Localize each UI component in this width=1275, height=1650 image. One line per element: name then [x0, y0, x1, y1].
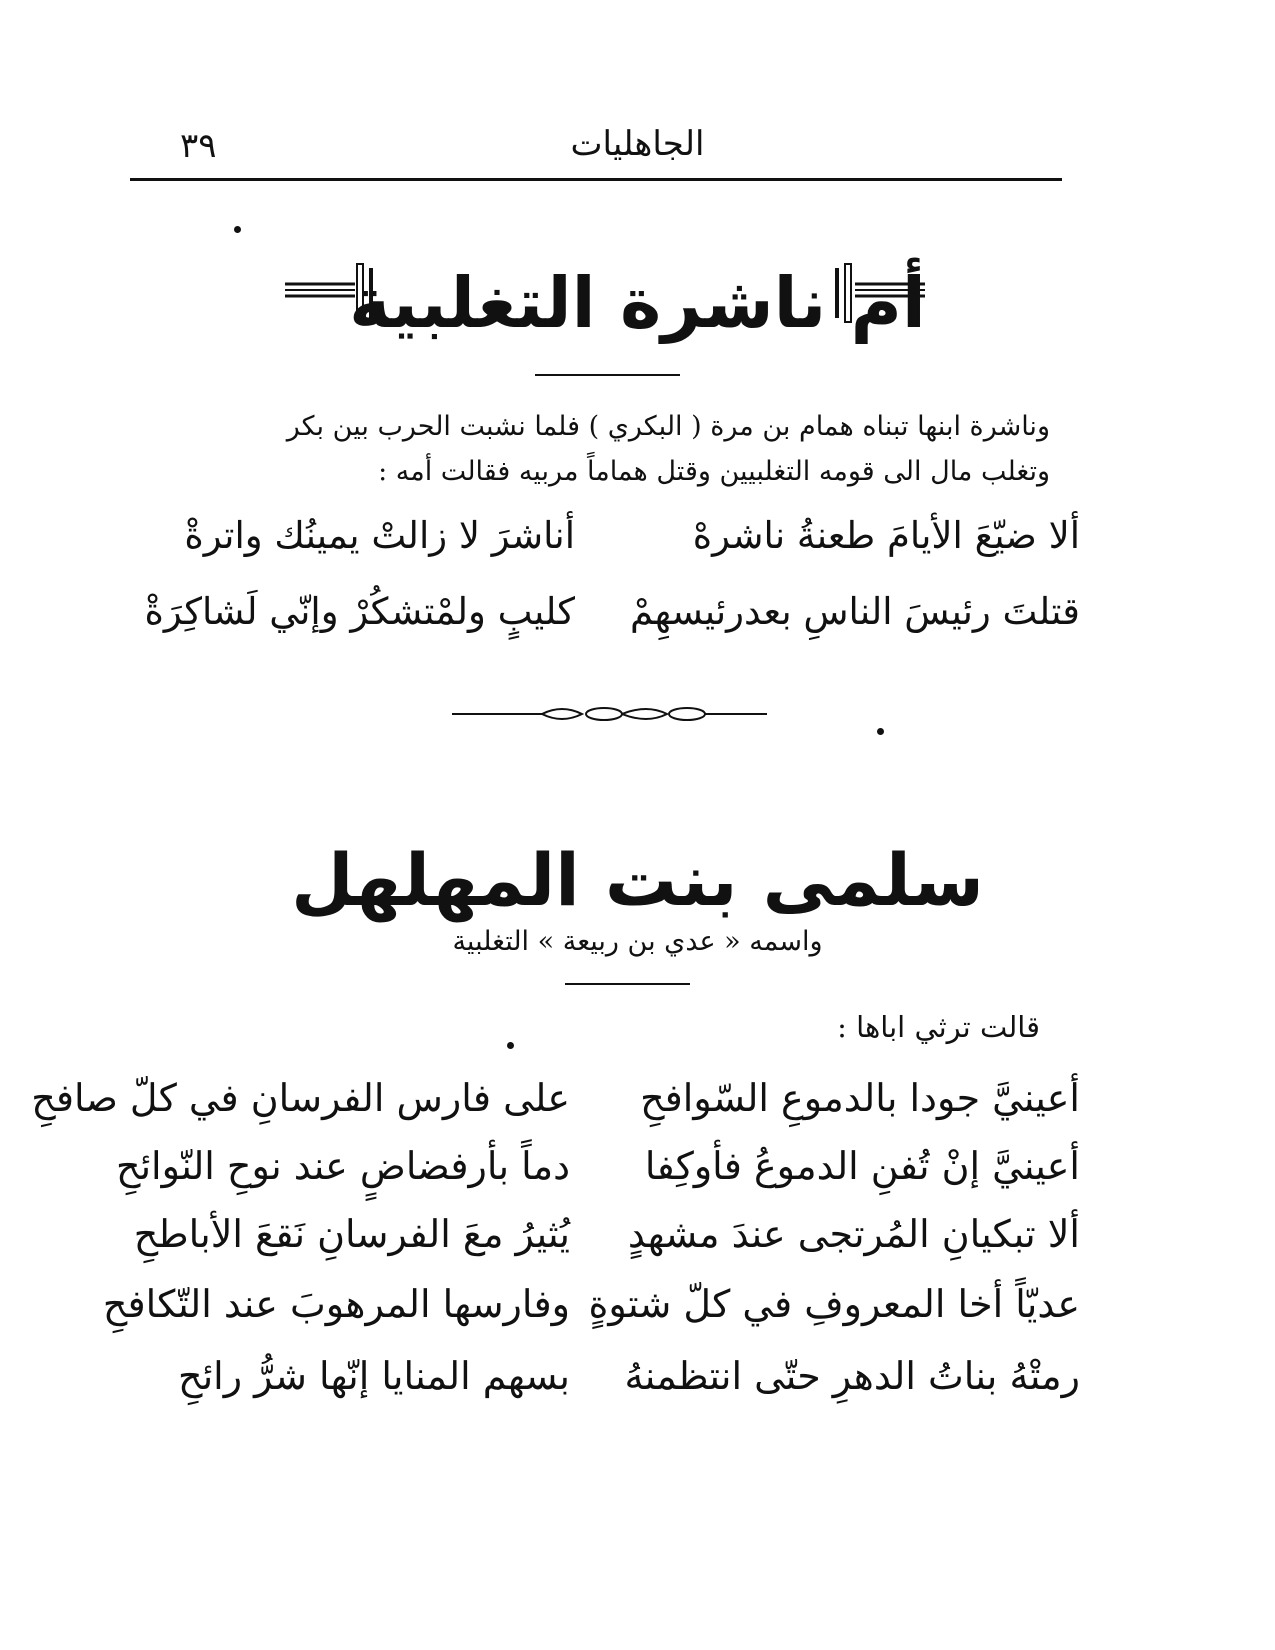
verse-hemistich: عديّاً أخا المعروفِ في كلّ شتوةٍ [588, 1282, 1080, 1326]
section-title: سلمى بنت المهلهل [291, 838, 984, 922]
verse-hemistich: كليبٍ ولمْتشكُرْ وإنّي لَشاكِرَةْ [144, 590, 575, 633]
poem-intro: قالت ترثي اباها : [837, 1010, 1040, 1044]
verse-hemistich: ألا تبكيانِ المُرتجى عندَ مشهدٍ [627, 1212, 1080, 1256]
verse-hemistich: بسهم المنايا إنّها شرُّ رائحِ [178, 1354, 570, 1398]
prose-line: وتغلب مال الى قومه التغلبيين وقتل هماماً مربيه فقالت أمه : [378, 456, 1050, 487]
verse-hemistich: أعينيَّ جودا بالدموعِ السّوافحِ [640, 1076, 1080, 1120]
verse-hemistich: أناشرَ لا زالتْ يمينُك واترةْ [184, 514, 575, 557]
section-rule [535, 374, 680, 376]
running-title: الجاهليات [570, 124, 705, 164]
ink-speck [507, 1042, 514, 1049]
ink-speck [877, 728, 884, 735]
prose-line: وناشرة ابنها تبناه همام بن مرة ( البكري ) فلما نشبت الحرب بين بكر [286, 411, 1050, 442]
ornamental-divider [452, 700, 767, 730]
section-rule [565, 983, 690, 985]
section-subtitle: واسمه « عدي بن ربيعة » التغلبية [452, 926, 823, 957]
header-rule [130, 178, 1062, 181]
verse-hemistich: على فارس الفرسانِ في كلّ صافحِ [31, 1076, 570, 1120]
section-title: أم ناشرة التغلبية [349, 262, 926, 344]
page-number: ٣٩ [180, 126, 217, 166]
verse-hemistich: وفارسها المرهوبَ عند التّكافحِ [102, 1282, 570, 1326]
verse-hemistich: قتلتَ رئيسَ الناسِ بعدرئيسهِمْ [630, 590, 1080, 633]
verse-hemistich: ألا ضيّعَ الأيامَ طعنةُ ناشرهْ [692, 514, 1080, 557]
verse-hemistich: دماً بأرفضاضٍ عند نوحِ النّوائحِ [115, 1144, 570, 1188]
prose-paragraph [210, 404, 1050, 494]
verse-hemistich: رمتْهُ بناتُ الدهرِ حتّى انتظمنهُ [624, 1354, 1080, 1398]
verse-hemistich: يُثيرُ معَ الفرسانِ نَقعَ الأباطحِ [133, 1212, 570, 1256]
verse-hemistich: أعينيَّ إنْ تُفنِ الدموعُ فأوكِفا [644, 1144, 1080, 1188]
ink-speck [234, 226, 241, 233]
